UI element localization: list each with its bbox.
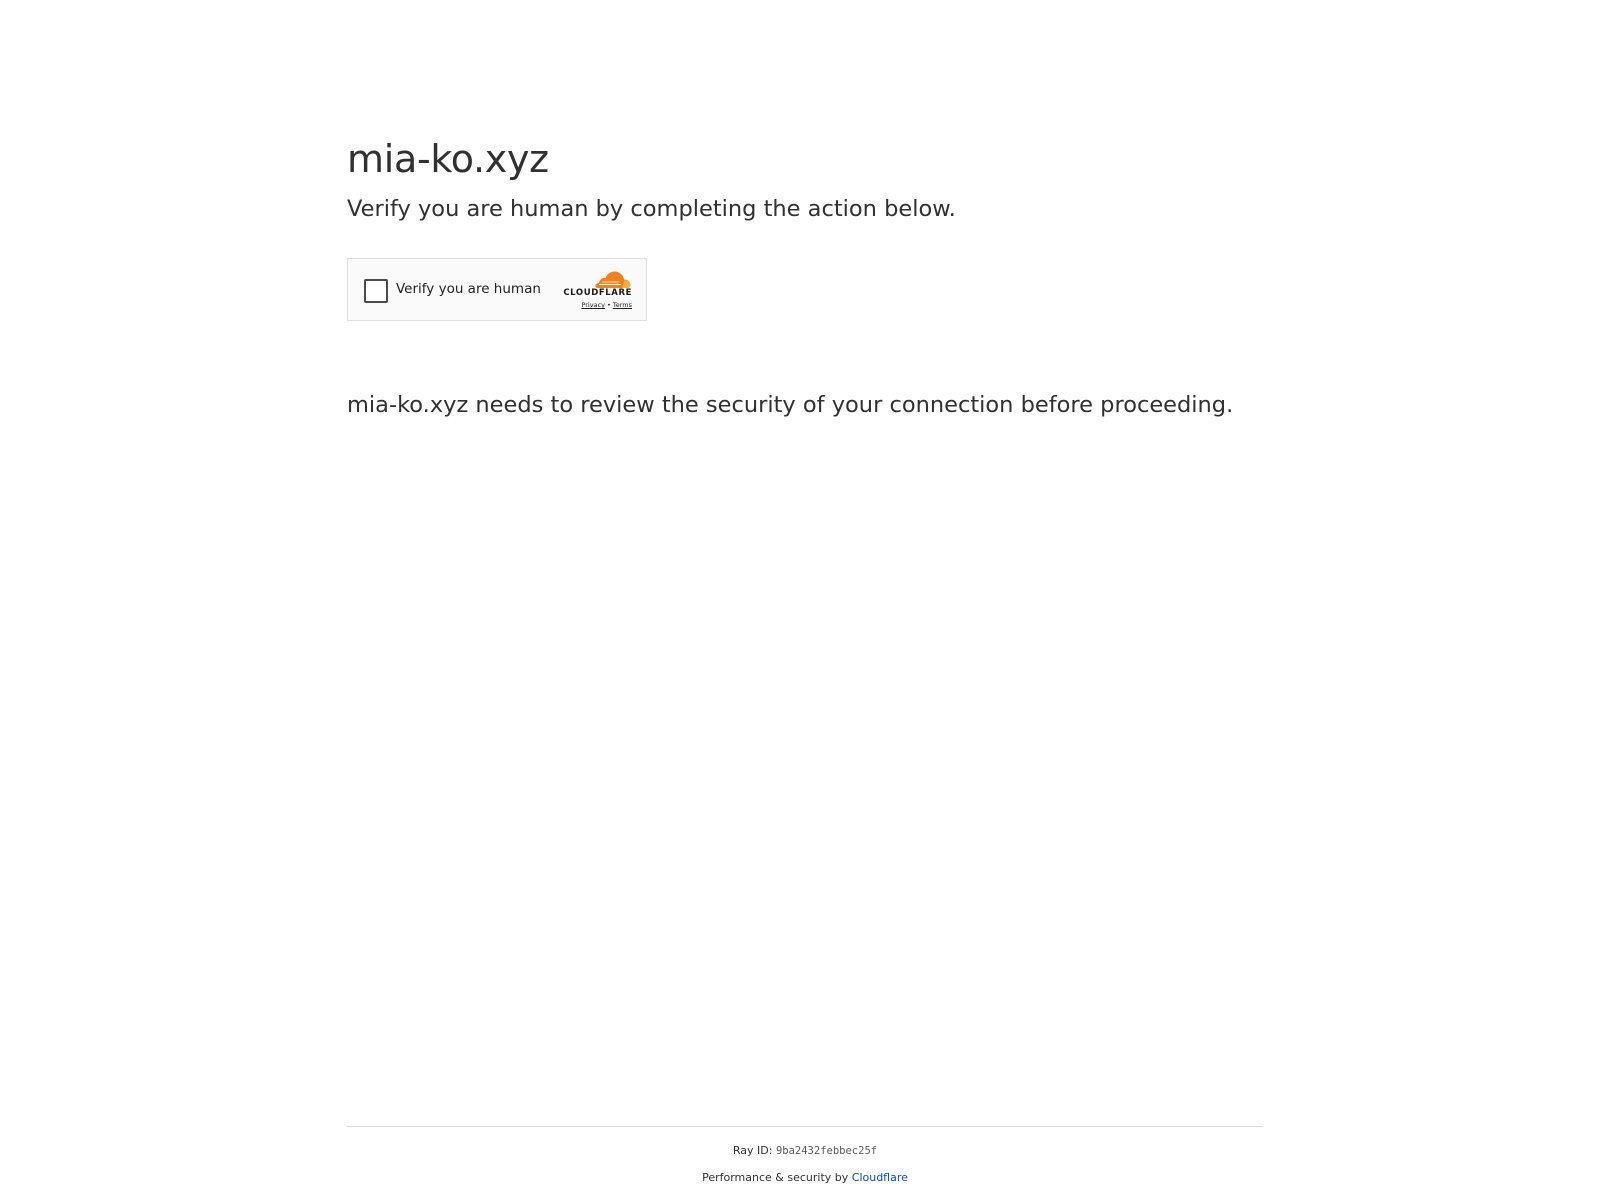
ray-id-label: Ray ID: (732, 1144, 773, 1157)
terms-link[interactable]: Terms (612, 301, 632, 309)
widget-legal-links (552, 301, 632, 309)
main-content (347, 137, 1267, 418)
ray-id-row (347, 1144, 1263, 1157)
verify-checkbox[interactable] (364, 279, 388, 303)
privacy-link[interactable]: Privacy (581, 301, 605, 309)
security-review-text: mia-ko.xyz needs to review the security of your connection before proceeding. (347, 392, 1234, 418)
performance-text: Performance & security by (702, 1171, 849, 1184)
turnstile-widget (347, 258, 647, 321)
cloudflare-link[interactable]: Cloudflare (851, 1171, 908, 1184)
cloudflare-brand (552, 270, 632, 309)
ray-id-value: 9ba2432febbec25f (775, 1145, 878, 1157)
link-separator: • (607, 301, 611, 309)
page-subtitle: Verify you are human by completing the action below. (347, 195, 956, 222)
page-title: mia-ko.xyz (347, 137, 549, 181)
verify-checkbox-label[interactable]: Verify you are human (396, 281, 541, 297)
performance-row (347, 1171, 1263, 1184)
cloudflare-wordmark: CLOUDFLARE (563, 288, 632, 298)
footer-divider (347, 1126, 1263, 1127)
cloudflare-cloud-icon (594, 270, 632, 289)
